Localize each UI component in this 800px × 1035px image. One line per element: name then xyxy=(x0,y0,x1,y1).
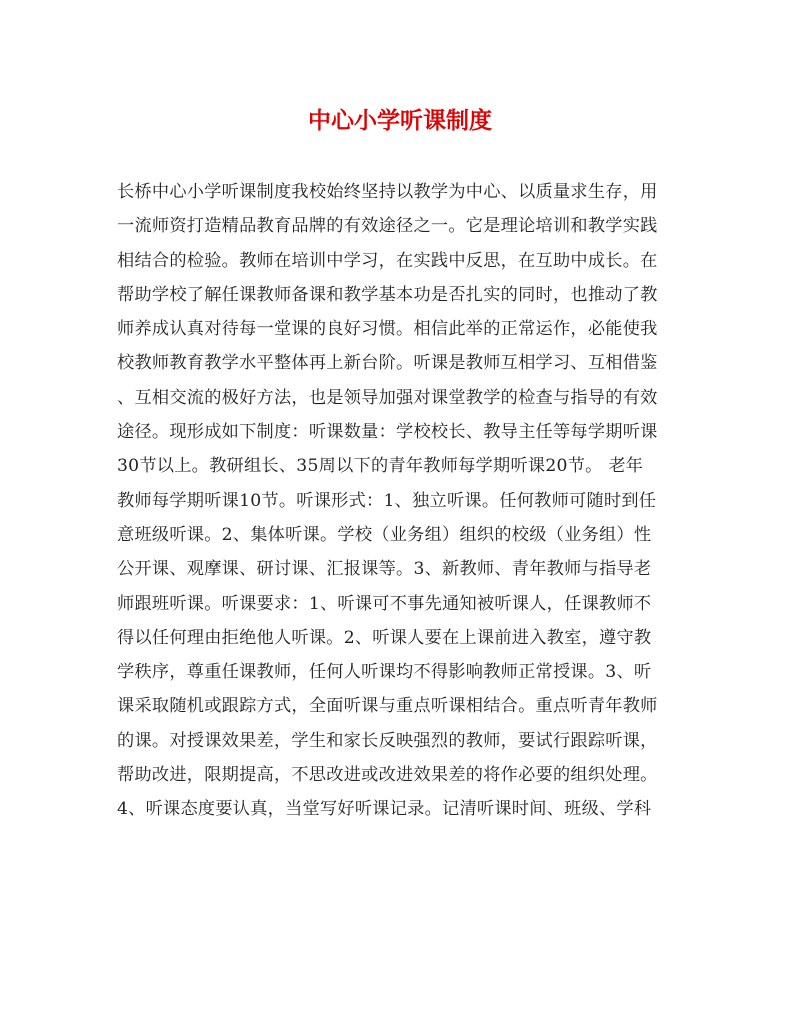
body-line-10: 教师每学期听课10节。听课形式：1、独立听课。任何教师可随时到任 xyxy=(117,490,657,511)
document-title: 中心小学听课制度 xyxy=(308,107,492,134)
body-line-14: 得以任何理由拒绝他人听课。2、听课人要在上课前进入教室，遵守教 xyxy=(117,627,652,648)
body-line-4: 帮助学校了解任课教师备课和教学基本功是否扎实的同时，也推动了教 xyxy=(117,284,658,305)
body-line-1: 长桥中心小学听课制度我校始终坚持以教学为中心、以质量求生存，用 xyxy=(117,182,658,202)
body-line-3: 相结合的检验。教师在培训中学习，在实践中反思，在互助中成长。在 xyxy=(117,250,658,271)
body-line-2: 一流师资打造精品教育品牌的有效途径之一。它是理论培训和教学实践 xyxy=(117,216,658,237)
body-line-13: 师跟班听课。听课要求：1、听课可不事先通知被听课人，任课教师不 xyxy=(117,593,652,614)
body-line-8: 途径。现形成如下制度：听课数量：学校校长、教导主任等每学期听课 xyxy=(117,422,658,443)
body-line-16: 课采取随机或跟踪方式，全面听课与重点听课相结合。重点听青年教师 xyxy=(117,696,658,717)
body-line-12: 公开课、观摩课、研讨课、汇报课等。3、新教师、青年教师与指导老 xyxy=(117,559,652,580)
body-line-17: 的课。对授课效果差，学生和家长反映强烈的教师，要试行跟踪听课， xyxy=(117,730,658,751)
body-line-11: 意班级听课。2、集体听课。学校（业务组）组织的校级（业务组）性 xyxy=(117,524,652,545)
body-line-18: 帮助改进，限期提高，不思改进或改进效果差的将作必要的组织处理。 xyxy=(117,765,658,786)
body-line-7: 、互相交流的极好方法，也是领导加强对课堂教学的检查与指导的有效 xyxy=(117,387,658,408)
body-line-15: 学秩序，尊重任课教师，任何人听课均不得影响教师正常授课。3、听 xyxy=(117,662,652,683)
body-line-5: 师养成认真对待每一堂课的良好习惯。相信此举的正常运作，必能使我 xyxy=(117,319,658,340)
body-line-19: 4、听课态度要认真，当堂写好听课记录。记清听课时间、班级、学科 xyxy=(117,799,652,820)
body-line-9: 30节以上。教研组长、35周以下的青年教师每学期听课20节。 老年 xyxy=(117,456,644,477)
document-body xyxy=(117,175,689,827)
body-line-6: 校教师教育教学水平整体再上新台阶。听课是教师互相学习、互相借鉴 xyxy=(117,353,658,374)
